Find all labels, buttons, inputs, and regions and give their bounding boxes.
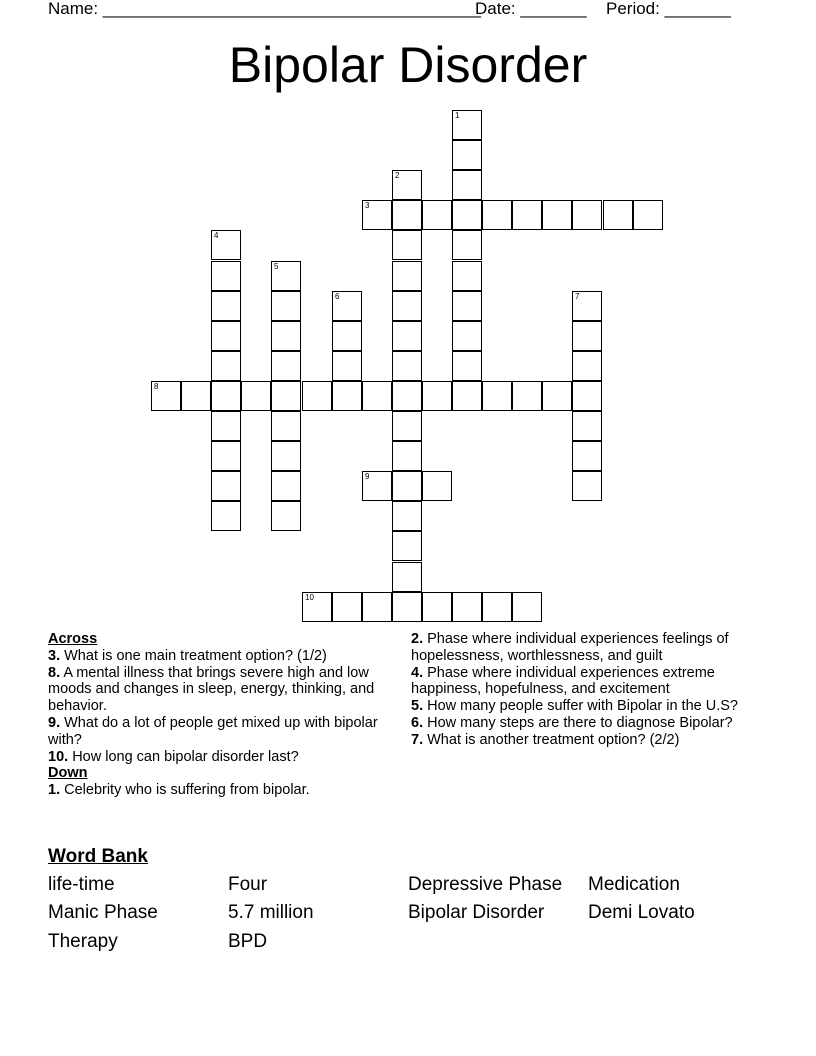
crossword-cell[interactable] <box>452 321 482 351</box>
word-bank-item: Therapy <box>48 931 118 952</box>
crossword-cell[interactable] <box>452 200 482 230</box>
crossword-cell[interactable] <box>211 230 241 260</box>
crossword-cell[interactable] <box>572 351 602 381</box>
clue-number: 4 <box>214 231 219 240</box>
crossword-cell[interactable] <box>452 140 482 170</box>
clue-number: 9 <box>365 472 370 481</box>
crossword-cell[interactable] <box>271 441 301 471</box>
crossword-cell[interactable] <box>392 200 422 230</box>
crossword-cell[interactable] <box>512 381 542 411</box>
word-bank-item: life-time <box>48 874 115 895</box>
crossword-cell[interactable] <box>542 200 572 230</box>
crossword-cell[interactable] <box>211 501 241 531</box>
crossword-cell[interactable] <box>271 351 301 381</box>
crossword-cell[interactable] <box>241 381 271 411</box>
word-bank-item: BPD <box>228 931 268 952</box>
crossword-cell[interactable] <box>211 381 241 411</box>
crossword-cell[interactable] <box>392 291 422 321</box>
clue-number: 10 <box>305 593 314 602</box>
crossword-cell[interactable] <box>633 200 663 230</box>
crossword-cell[interactable] <box>181 381 211 411</box>
crossword-cell[interactable] <box>211 351 241 381</box>
clue-down-1: 1. Celebrity who is suffering from bipolar. <box>48 782 310 799</box>
crossword-cell[interactable] <box>452 170 482 200</box>
crossword-cell[interactable] <box>572 321 602 351</box>
crossword-cell[interactable] <box>392 170 422 200</box>
page-title: Bipolar Disorder <box>228 37 588 93</box>
clues-right-column <box>411 631 756 749</box>
crossword-cell[interactable] <box>422 592 452 622</box>
clue-down-2: 2. Phase where individual experiences feelings of hopelessness, worthlessness, and guilt <box>411 631 729 664</box>
crossword-cell[interactable] <box>512 200 542 230</box>
clue-across-8: 8. A mental illness that brings severe high and low moods and changes in sleep, energy, thinking, and behavior. <box>48 664 375 715</box>
crossword-cell[interactable] <box>452 291 482 321</box>
period-field[interactable]: Period: _______ <box>606 0 731 18</box>
clue-across-10: 10. How long can bipolar disorder last? <box>48 748 299 765</box>
clue-down-7: 7. What is another treatment option? (2/2) <box>411 731 680 748</box>
crossword-cell[interactable] <box>271 321 301 351</box>
crossword-cell[interactable] <box>392 562 422 592</box>
crossword-cell[interactable] <box>332 381 362 411</box>
name-field[interactable]: Name: ________________________________________ <box>48 0 481 18</box>
crossword-cell[interactable] <box>392 531 422 561</box>
crossword-cell[interactable] <box>392 381 422 411</box>
crossword-cell[interactable] <box>572 291 602 321</box>
crossword-cell[interactable] <box>332 291 362 321</box>
crossword-cell[interactable] <box>392 351 422 381</box>
crossword-cell[interactable] <box>452 351 482 381</box>
crossword-cell[interactable] <box>362 592 392 622</box>
crossword-cell[interactable] <box>392 261 422 291</box>
word-bank-item: Bipolar Disorder <box>408 902 545 923</box>
crossword-cell[interactable] <box>271 411 301 441</box>
crossword-cell[interactable] <box>392 441 422 471</box>
crossword-cell[interactable] <box>211 471 241 501</box>
crossword-cell[interactable] <box>302 381 332 411</box>
word-bank-item: Depressive Phase <box>408 874 563 895</box>
clue-number: 2 <box>395 171 400 180</box>
crossword-cell[interactable] <box>271 471 301 501</box>
date-field[interactable]: Date: _______ <box>475 0 587 18</box>
across-heading: Across <box>48 631 98 647</box>
crossword-cell[interactable] <box>422 471 452 501</box>
crossword-cell[interactable] <box>572 411 602 441</box>
crossword-cell[interactable] <box>332 351 362 381</box>
word-bank-item: Manic Phase <box>48 902 158 923</box>
crossword-cell[interactable] <box>572 471 602 501</box>
clue-down-4: 4. Phase where individual experiences extreme happiness, hopefulness, and excitement <box>411 664 715 698</box>
clues-left-column <box>48 631 393 799</box>
clue-number: 8 <box>154 382 159 391</box>
crossword-cell[interactable] <box>362 381 392 411</box>
crossword-cell[interactable] <box>572 200 602 230</box>
crossword-cell[interactable] <box>211 291 241 321</box>
clue-across-9: 9. What do a lot of people get mixed up with bipolar with? <box>48 714 378 748</box>
crossword-cell[interactable] <box>211 321 241 351</box>
crossword-cell[interactable] <box>151 381 181 411</box>
crossword-cell[interactable] <box>452 230 482 260</box>
crossword-cell[interactable] <box>482 381 512 411</box>
crossword-cell[interactable] <box>392 501 422 531</box>
clue-number: 5 <box>274 262 279 271</box>
crossword-cell[interactable] <box>211 441 241 471</box>
crossword-cell[interactable] <box>271 291 301 321</box>
crossword-cell[interactable] <box>482 200 512 230</box>
word-bank-title: Word Bank <box>48 846 148 867</box>
crossword-cell[interactable] <box>452 381 482 411</box>
clue-number: 7 <box>575 292 580 301</box>
word-bank-item: Medication <box>588 874 680 895</box>
crossword-cell[interactable] <box>332 592 362 622</box>
crossword-cell[interactable] <box>271 501 301 531</box>
clue-number: 6 <box>335 292 340 301</box>
crossword-cell[interactable] <box>271 381 301 411</box>
clue-number: 1 <box>455 111 460 120</box>
clue-down-5: 5. How many people suffer with Bipolar in the U.S? <box>411 698 738 715</box>
crossword-cell[interactable] <box>452 261 482 291</box>
clue-down-6: 6. How many steps are there to diagnose Bipolar? <box>411 714 733 731</box>
crossword-cell[interactable] <box>271 261 301 291</box>
crossword-cell[interactable] <box>452 592 482 622</box>
crossword-cell[interactable] <box>362 471 392 501</box>
word-bank-item: Four <box>228 874 268 895</box>
crossword-cell[interactable] <box>392 471 422 501</box>
crossword-cell[interactable] <box>422 381 452 411</box>
crossword-cell[interactable] <box>332 321 362 351</box>
word-bank-item: Demi Lovato <box>588 902 695 923</box>
crossword-cell[interactable] <box>302 592 332 622</box>
crossword-cell[interactable] <box>603 200 633 230</box>
crossword-cell[interactable] <box>512 592 542 622</box>
crossword-cell[interactable] <box>392 411 422 441</box>
crossword-cell[interactable] <box>362 200 392 230</box>
crossword-cell[interactable] <box>452 110 482 140</box>
crossword-cell[interactable] <box>392 592 422 622</box>
clue-across-3: 3. What is one main treatment option? (1/2) <box>48 647 327 664</box>
clue-number: 3 <box>365 201 370 210</box>
crossword-cell[interactable] <box>572 441 602 471</box>
crossword-cell[interactable] <box>211 261 241 291</box>
crossword-cell[interactable] <box>482 592 512 622</box>
crossword-cell[interactable] <box>392 230 422 260</box>
crossword-cell[interactable] <box>572 381 602 411</box>
word-bank-item: 5.7 million <box>228 902 314 923</box>
down-heading: Down <box>48 765 88 782</box>
crossword-cell[interactable] <box>211 411 241 441</box>
crossword-cell[interactable] <box>422 200 452 230</box>
crossword-cell[interactable] <box>542 381 572 411</box>
crossword-cell[interactable] <box>392 321 422 351</box>
